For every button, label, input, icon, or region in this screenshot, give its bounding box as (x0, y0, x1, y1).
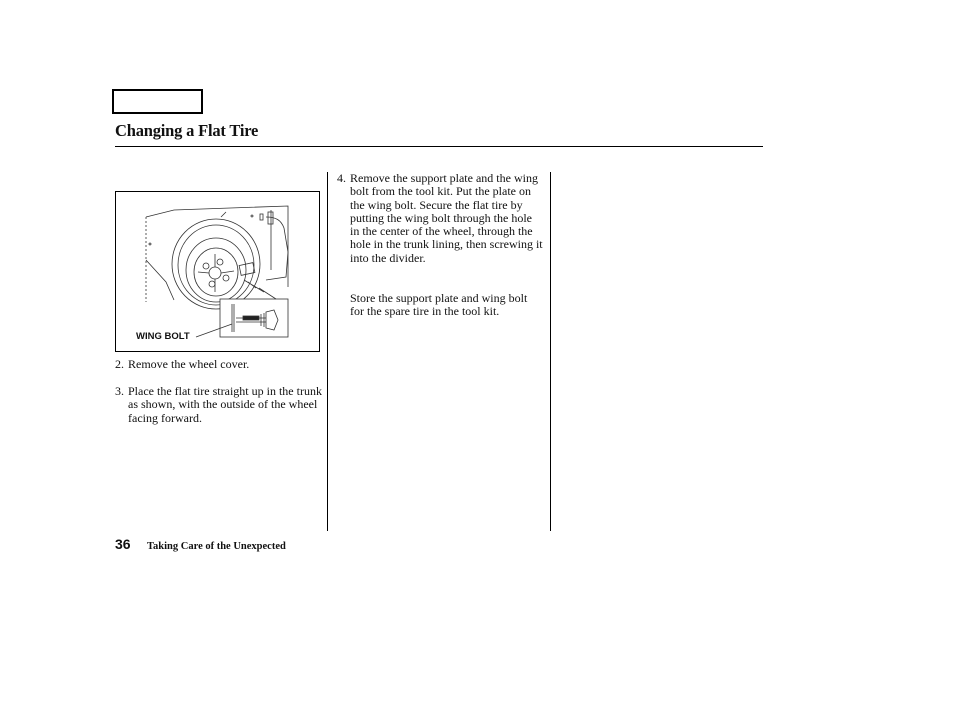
step-text: Place the flat tire straight up in the trunk as shown, with the outside of the wheel facing forward. (128, 384, 322, 425)
step-number: 4. (337, 171, 346, 185)
callout-label: WING BOLT (136, 331, 190, 342)
storage-note: Store the support plate and wing bolt for the spare tire in the tool kit. (350, 291, 528, 319)
column-divider (550, 172, 551, 531)
title-rule (115, 146, 763, 147)
trunk-tire-illustration (116, 192, 319, 351)
page-number: 36 (115, 536, 131, 552)
step-number: 3. (115, 384, 124, 398)
footer-section-title: Taking Care of the Unexpected (147, 541, 286, 552)
page-title: Changing a Flat Tire (115, 121, 259, 140)
step-item (115, 385, 325, 425)
wing-bolt-figure (115, 191, 320, 352)
column-divider (327, 172, 328, 531)
support-plate (239, 263, 255, 276)
step-item (337, 172, 543, 265)
step-text: Remove the support plate and the wing bolt from the tool kit. Put the plate on the wing bolt. Secure the flat tire by putting the wing bolt through the hole in the center of the wheel, through the hole in the trunk lining, then screwing it into the divider. (350, 171, 543, 265)
step-item (115, 358, 321, 371)
step-text: Remove the wheel cover. (128, 357, 250, 371)
trunk-outline (146, 206, 288, 287)
step-number: 2. (115, 357, 124, 371)
section-tab-box (112, 89, 203, 114)
